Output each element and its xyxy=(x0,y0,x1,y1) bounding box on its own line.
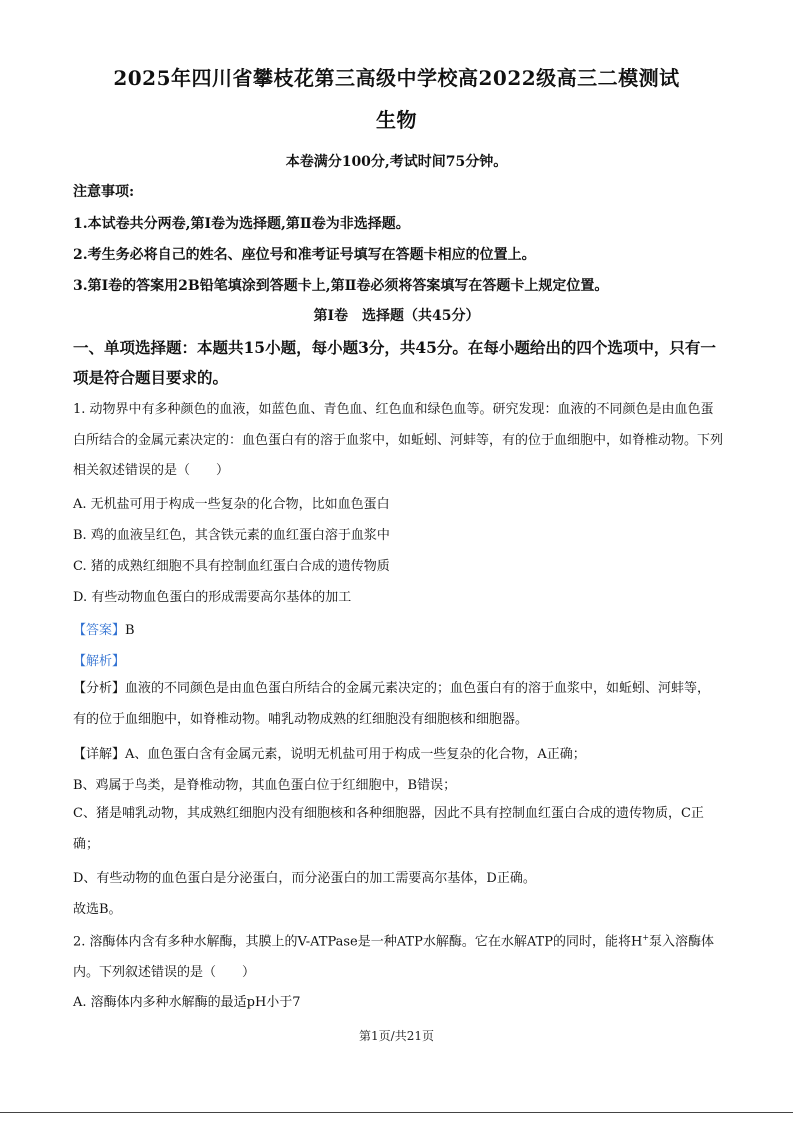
q2-stem-sup: + xyxy=(642,933,649,942)
q1-detail-b: B、鸡属于鸟类，是脊椎动物，其血色蛋白位于红细胞中，B错误； xyxy=(73,778,457,793)
notice-item-1: 1.本试卷共分两卷,第Ⅰ卷为选择题,第Ⅱ卷为非选择题。 xyxy=(73,216,410,232)
exam-info: 本卷满分100分,考试时间75分钟。 xyxy=(285,154,508,170)
q1-detail-d: D、有些动物的血色蛋白是分泌蛋白，而分泌蛋白的加工需要高尔基体，D正确。 xyxy=(73,871,536,886)
q1-conclusion: 故选B。 xyxy=(73,902,122,917)
q1-option-c: C. 猪的成熟红细胞不具有控制血红蛋白合成的遗传物质 xyxy=(73,559,390,574)
subject-title: 生物 xyxy=(376,108,417,132)
analysis-label-text: 【解析】 xyxy=(73,654,126,669)
q2-stem-part2: 泵入溶酶体内。下列叙述错误的是（ ） xyxy=(73,934,714,980)
answer-label: 【答案】 xyxy=(73,623,126,638)
q1-option-a: A. 无机盐可用于构成一些复杂的化合物，比如血色蛋白 xyxy=(73,497,390,512)
detail-label: 【详解】 xyxy=(73,747,126,762)
answer-value: B xyxy=(125,623,135,638)
question-1-stem: 1. 动物界中有多种颜色的血液，如蓝色血、青色血、红色血和绿色血等。研究发现：血液的不同颜色是由血色蛋白所结合的金属元素决定的：血色蛋白有的溶于血浆中，如蚯蚓、河蚌等，有的位于血细胞中，如脊椎动物。下列相关叙述错误的是（ ） xyxy=(73,402,724,478)
q2-option-a: A. 溶酶体内多种水解酶的最适pH小于7 xyxy=(73,995,301,1010)
notice-title: 注意事项: xyxy=(73,184,135,200)
q1-option-d: D. 有些动物血色蛋白的形成需要高尔基体的加工 xyxy=(73,590,352,605)
notice-item-3: 3.第Ⅰ卷的答案用2B铅笔填涂到答题卡上,第Ⅱ卷必须将答案填写在答题卡上规定位置。 xyxy=(73,278,609,294)
notice-item-2: 2.考生务必将自己的姓名、座位号和准考证号填写在答题卡相应的位置上。 xyxy=(73,247,536,263)
bottom-rule xyxy=(0,1112,793,1113)
q1-detail-a xyxy=(73,743,586,762)
page-number: 第1页/共21页 xyxy=(359,1029,434,1043)
question-2-stem xyxy=(73,923,723,988)
fenxi-label: 【分析】 xyxy=(73,681,126,696)
detail-a-text: A、血色蛋白含有金属元素，说明无机盐可用于构成一些复杂的化合物，A正确； xyxy=(125,747,586,762)
q1-fenxi xyxy=(73,674,723,735)
exam-title: 2025年四川省攀枝花第三高级中学校高2022级高三二模测试 xyxy=(113,66,680,90)
q1-answer xyxy=(73,619,135,638)
analysis-label xyxy=(73,650,125,669)
q1-detail-c: C、猪是哺乳动物，其成熟红细胞内没有细胞核和各种细胞器，因此不具有控制血红蛋白合成的遗传物质，C正确； xyxy=(73,806,704,852)
section-instruction: 一、单项选择题：本题共15小题，每小题3分，共45分。在每小题给出的四个选项中，只有一项是符合题目要求的。 xyxy=(73,338,716,387)
q2-stem-part1: 2. 溶酶体内含有多种水解酶，其膜上的V-ATPase是一种ATP水解酶。它在水解ATP的同时，能将H xyxy=(73,934,643,950)
section-title: 第Ⅰ卷 选择题（共45分） xyxy=(313,308,480,324)
fenxi-text: 血液的不同颜色是由血色蛋白所结合的金属元素决定的；血色蛋白有的溶于血浆中，如蚯蚓、河蚌等，有的位于血细胞中，如脊椎动物。哺乳动物成熟的红细胞没有细胞核和细胞器。 xyxy=(73,681,711,727)
q1-option-b: B. 鸡的血液呈红色，其含铁元素的血红蛋白溶于血浆中 xyxy=(73,528,390,543)
